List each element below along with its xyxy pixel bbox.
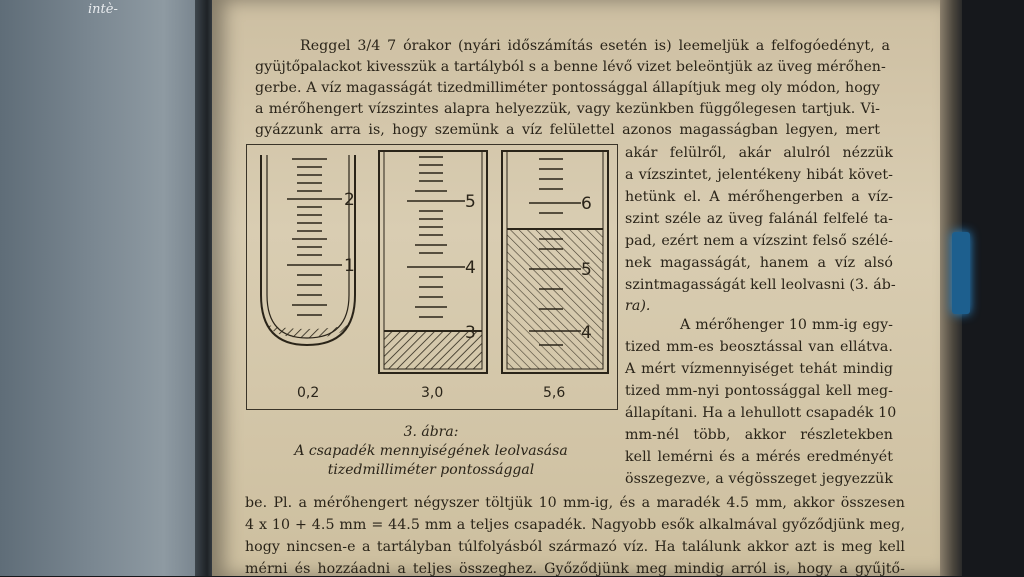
scale-label: 4 (465, 258, 476, 278)
text-line: mérni és hozzáadni a teljes összeghez. Győződjünk meg mindig arról is, hogy a gyűjtő- (245, 561, 905, 577)
text-line: gyázzunk arra is, hogy szemünk a víz felülettel azonos magasságban legyen, mert (255, 122, 880, 138)
caption-line-2: tizedmilliméter pontossággal (327, 462, 535, 478)
text-line: hetünk el. A mérőhengerben a víz- (625, 189, 893, 205)
scale-label: 1 (344, 256, 355, 276)
text-line: gyüjtőpalackot kivesszük a tartályból s a benne lévő vizet beleöntjük az üveg mérőhen- (255, 59, 886, 75)
text-line: állapítani. Ha a lehullott csapadék 10 (625, 405, 897, 421)
text-line: 4 x 10 + 4.5 mm = 44.5 mm a teljes csapadék. Nagyobb esők alkalmával győződjünk meg, (245, 517, 905, 533)
scale-label: 3 (465, 323, 476, 343)
text-line: szint széle az üveg falánál felfelé ta- (625, 211, 893, 227)
figure-box (246, 144, 618, 410)
text-line: a vízszintet, jelentékeny hibát követ- (625, 167, 893, 183)
cylinder-reading: 5,6 (543, 385, 566, 401)
text-line: ra). (625, 298, 651, 314)
caption-line-1: A csapadék mennyiségének leolvasása (294, 443, 568, 459)
scale-label: 4 (581, 323, 592, 343)
text-line: tized mm-es beosztással van ellátva. (625, 339, 893, 355)
text-line: hogy nincsen-e a tartályban túlfolyásból származó víz. Ha találunk akkor azt is meg kell (245, 539, 905, 555)
cylinder-1 (261, 155, 355, 401)
figure-number: 3. ábra: (403, 424, 459, 440)
text-line: összegezve, a végösszeget jegyezzük (625, 471, 893, 487)
text-line: a mérőhengert vízszintes alapra helyezzük, vagy kezünkben függőlegesen tartjuk. Vi- (255, 101, 880, 117)
cylinder-3 (502, 151, 608, 401)
text-line: szintmagasságát kell leolvasni (3. áb- (625, 277, 896, 293)
text-line: mm-nél több, akkor részletekben (625, 427, 893, 443)
figure-graduated-cylinders (247, 145, 617, 409)
scale-label: 2 (344, 190, 355, 210)
text-line: nek magasságát, hanem a víz alsó (625, 255, 893, 271)
text-line: A mért vízmennyiséget tehát mindig (625, 361, 893, 377)
left-page-fragment: intè- (88, 2, 118, 17)
text-line: be. Pl. a mérőhengert négyszer töltjük 10 mm-ig, és a maradék 4.5 mm, akkor összesen (245, 495, 905, 511)
text-line: akár felülről, akár alulról nézzük (625, 145, 893, 161)
text-line: Reggel 3/4 7 órakor (nyári időszámítás esetén is) leemeljük a felfogóedényt, a (300, 38, 890, 54)
text-line: gerbe. A víz magasságát tizedmilliméter pontossággal állapítjuk meg oly módon, hogy (255, 80, 880, 96)
left-page (0, 0, 205, 576)
text-line: kell lemérni és a mérés eredményét (625, 449, 893, 465)
scale-label: 5 (465, 192, 476, 212)
scale-label: 5 (581, 260, 592, 280)
scale-label: 6 (581, 194, 592, 214)
text-line: A mérőhenger 10 mm-ig egy- (680, 317, 893, 333)
cylinder-reading: 3,0 (421, 385, 444, 401)
text-line: tized mm-nyi pontossággal kell meg- (625, 383, 893, 399)
blue-tab (952, 232, 970, 314)
cylinder-2 (379, 151, 487, 401)
text-line: pad, ezért nem a vízszint felső szélé- (625, 233, 893, 249)
cylinder-reading: 0,2 (297, 385, 320, 401)
